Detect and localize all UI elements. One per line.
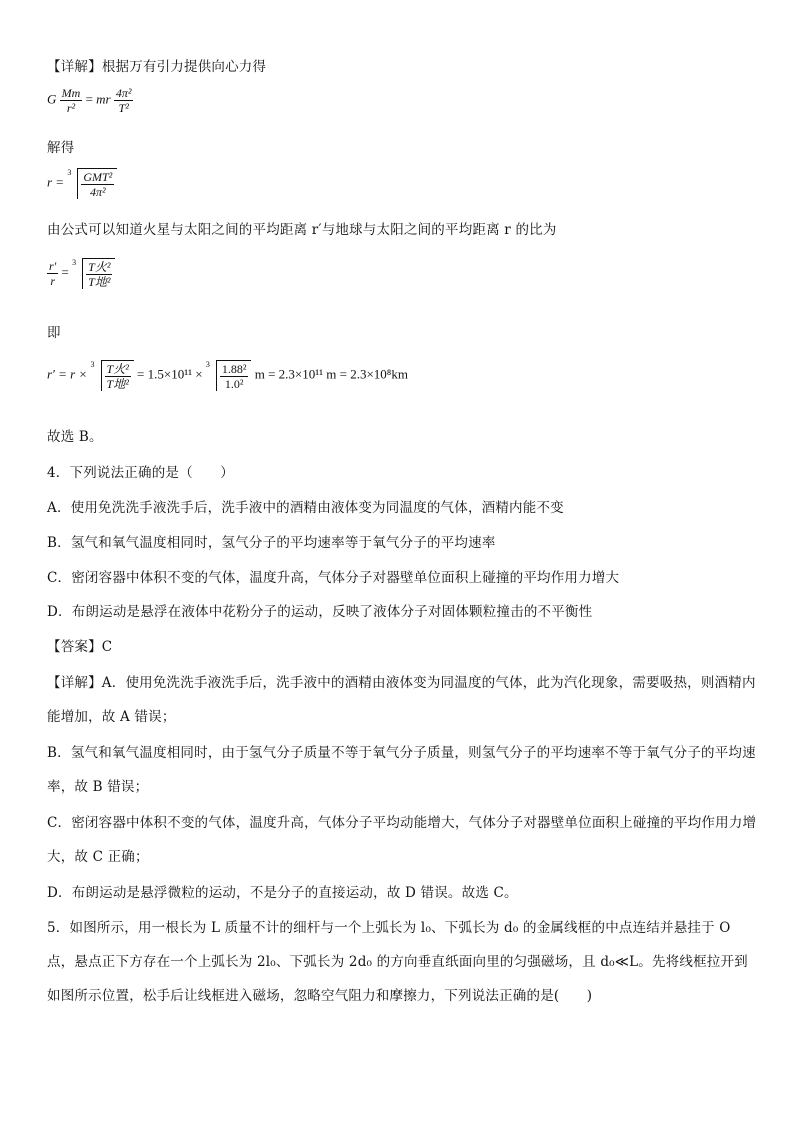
equation-gravitation: G $\frac{Mm}{\text{r²}}$ = mr $\frac{\text{4π²}}{\text{T²}}$: [47, 86, 132, 115]
question-4-detail-a: 【详解】A．使用免洗洗手液洗手后，洗手液中的酒精由液体变为同温度的气体，此为汽化现象，需要吸热，则酒精内能增加，故 A 错误；: [47, 675, 756, 725]
cube-root: 3 $\frac{\text{GMT²}}{\text{4π²}}$: [67, 168, 117, 199]
question-4-answer: 【答案】C: [47, 639, 113, 655]
question-4-option-c: C．密闭容器中体积不变的气体，温度升高，气体分子对器壁单位面积上碰撞的平均作用力增大: [47, 570, 620, 586]
solve-label: 解得: [47, 140, 75, 156]
question-4-option-a: A．使用免洗洗手液洗手后，洗手液中的酒精由液体变为同温度的气体，酒精内能不变: [47, 500, 564, 516]
cube-root: 3 $\frac{\text{T火²}}{\text{T地²}}$: [72, 258, 115, 289]
question-4-detail-c: C．密闭容器中体积不变的气体，温度升高，气体分子平均动能增大，气体分子对器壁单位面积上碰撞的平均作用力增大，故 C 正确；: [47, 815, 757, 865]
fraction-mm-r2: $\frac{Mm}{\text{r²}}$: [61, 86, 81, 115]
question-4-detail-b: B．氢气和氧气温度相同时，由于氢气分子质量不等于氧气分子质量，则氢气分子的平均速率不等于氧气分子的平均速率，故 B 错误；: [47, 745, 756, 795]
question-5-stem: 5．如图所示，用一根长为 L 质量不计的细杆与一个上弧长为 l₀、下弧长为 d₀ 的金属线框的中点连结并悬挂于 O 点，悬点正下方存在一个上弧长为 2l₀、下弧长为 2d₀ 的方向垂直纸面向里的匀强磁场，且 d₀≪L。先将线框拉开到如图所示位置，松手后让线框进入磁场，忽略空气阻力和摩擦力，下列说法正确的是( ): [47, 920, 748, 1004]
cube-root: 3 $\frac{\text{1.88²}}{\text{1.0²}}$: [206, 360, 252, 391]
detail-bracket: 【详解】: [47, 59, 102, 75]
question-4-option-b: B．氢气和氧气温度相同时，氢气分子的平均速率等于氧气分子的平均速率: [47, 535, 496, 551]
fraction-4pi2-t2: $\frac{\text{4π²}}{\text{T²}}$: [115, 86, 132, 115]
detail-text: 根据万有引力提供向心力得: [101, 59, 267, 75]
equation-ratio: $\frac{r'}{r}$ = 3 $\frac{\text{T火²}}{\text{T地²}}$: [47, 258, 115, 289]
cube-root: 3 $\frac{\text{T火²}}{\text{T地²}}$: [91, 360, 134, 391]
detail-heading: [47, 57, 266, 77]
equation-result: r′ = r × 3 $\frac{\text{T火²}}{\text{T地²}}$ = 1.5×10¹¹ × 3 $\frac{\text{1.88²}}{\text{1.0²}}$ m = 2.3×10¹¹ m = 2.3×10⁸km: [47, 360, 408, 391]
question-4-stem: 4．下列说法正确的是（ ）: [47, 465, 234, 481]
choose-b: 故选 B。: [47, 429, 103, 445]
question-4-detail-d: D．布朗运动是悬浮微粒的运动，不是分子的直接运动，故 D 错误。故选 C。: [47, 885, 518, 901]
question-4-option-d: D．布朗运动是悬浮在液体中花粉分子的运动，反映了液体分子对固体颗粒撞击的不平衡性: [47, 604, 593, 620]
equation-radius: r = 3 $\frac{\text{GMT²}}{\text{4π²}}$: [47, 168, 117, 199]
explanation-ratio: 由公式可以知道火星与太阳之间的平均距离 r′与地球与太阳之间的平均距离 r 的比为: [47, 222, 557, 238]
ji-label: 即: [47, 325, 61, 341]
